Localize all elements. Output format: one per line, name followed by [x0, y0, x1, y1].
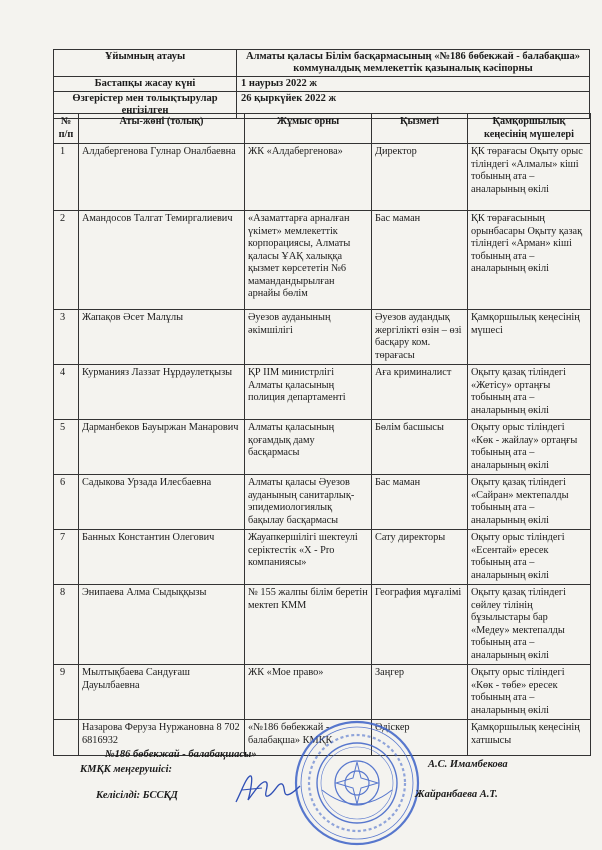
table-row: [54, 144, 591, 211]
table-row: [54, 475, 591, 530]
row-workplace: Жауапкершілігі шектеулі серіктестік «X - Pro компаниясы»: [245, 530, 372, 585]
col-header-role: Қамқоршылық кеңесінің мүшелері: [468, 114, 591, 144]
row-position: Заңгер: [372, 665, 468, 720]
row-workplace: ҚР ІІМ министрлігі Алматы қаласының полиция департаменті: [245, 365, 372, 420]
row-name: Амандосов Талгат Темиргалиевич: [79, 211, 245, 310]
table-row: [54, 665, 591, 720]
row-role: Оқыту орыс тіліндегі «Көк - төбе» ересек тобының ата – аналарының өкілі: [468, 665, 591, 720]
head-name: А.С. Имамбекова: [428, 759, 508, 770]
row-name: Жапақов Әсет Малұлы: [79, 310, 245, 365]
agreed-name: Жайранбаева А.Т.: [415, 789, 498, 800]
created-label: Бастапқы жасау күні: [54, 77, 237, 92]
row-workplace: № 155 жалпы білім беретін мектеп КММ: [245, 585, 372, 665]
row-name: Алдабергенова Гулнар Оналбаевна: [79, 144, 245, 211]
row-role: Оқыту орыс тіліндегі «Есентай» ересек тобының ата – аналарының өкілі: [468, 530, 591, 585]
row-name: Энипаева Алма Сыдыққызы: [79, 585, 245, 665]
row-workplace: «№186 бөбекжай - балабақша» КМҚК: [245, 720, 372, 756]
row-position: Бас маман: [372, 211, 468, 310]
row-num: 1: [54, 144, 79, 211]
row-position: Бөлім басшысы: [372, 420, 468, 475]
table-row: [54, 585, 591, 665]
table-row: [54, 365, 591, 420]
row-name: Садыкова Урзада Илесбаевна: [79, 475, 245, 530]
org-label: Ұйымның атауы: [54, 50, 237, 77]
row-workplace: ЖК «Алдабергенова»: [245, 144, 372, 211]
row-workplace: ЖК «Мое право»: [245, 665, 372, 720]
row-workplace: «Азаматтарға арналған үкімет» мемлекеттік корпорациясы, Алматы қаласы ҰАҚ халыққа қызмет көрсететін №6 мамандандырылған арнайы бөлім: [245, 211, 372, 310]
row-num: 3: [54, 310, 79, 365]
agreed-label: Келісілді: БССҚД: [96, 790, 178, 801]
row-num: 9: [54, 665, 79, 720]
row-name: Дарманбеков Бауыржан Манарович: [79, 420, 245, 475]
org-value: Алматы қаласы Білім басқармасының «№186 бөбекжай - балабақша» коммуналдық мемлекеттік қазыналық кәсіпорны: [237, 50, 590, 77]
row-role: Қамқоршылық кеңесінің мүшесі: [468, 310, 591, 365]
table-row: [54, 211, 591, 310]
row-role: ҚК төрағасы Оқыту орыс тіліндегі «Алмалы» кіші тобының ата – аналарының өкілі: [468, 144, 591, 211]
created-value: 1 наурыз 2022 ж: [237, 77, 590, 92]
changes-value: 26 қыркүйек 2022 ж: [237, 92, 590, 119]
table-row: [54, 530, 591, 585]
changes-label: Өзгерістер мен толықтырулар енгізілген: [54, 92, 237, 119]
row-name: Мылтықбаева Сандуғаш Дауылбаевна: [79, 665, 245, 720]
row-role: Оқыту қазақ тіліндегі «Сайран» мектепалды тобының ата – аналарының өкілі: [468, 475, 591, 530]
row-role: Қамқоршылық кеңесінің хатшысы: [468, 720, 591, 756]
row-position: Аға криминалист: [372, 365, 468, 420]
head-title-line2: КМҚК меңгерушісі:: [80, 764, 173, 775]
row-workplace: Алматы қаласы Әуезов ауданының санитарлық-эпидемиологиялық бақылау басқармасы: [245, 475, 372, 530]
col-header-num: № п/п: [54, 114, 79, 144]
row-role: Оқыту қазақ тіліндегі «Жетісу» ортаңғы тобының ата – аналарының өкілі: [468, 365, 591, 420]
row-name: Банных Константин Олегович: [79, 530, 245, 585]
table-row: [54, 420, 591, 475]
row-workplace: Әуезов ауданының әкімшілігі: [245, 310, 372, 365]
row-position: Бас маман: [372, 475, 468, 530]
row-num: 5: [54, 420, 79, 475]
row-name: Назарова Феруза Нуржановна 8 702 6816932: [79, 720, 245, 756]
col-header-name: Аты-жөні (толық): [79, 114, 245, 144]
row-workplace: Алматы қаласының қоғамдық даму басқармасы: [245, 420, 372, 475]
row-position: Әуезов аудандық жергілікті өзін – өзі басқару ком. төрағасы: [372, 310, 468, 365]
table-row: [54, 310, 591, 365]
row-num: 4: [54, 365, 79, 420]
row-position: Сату директоры: [372, 530, 468, 585]
row-position: География мұғалімі: [372, 585, 468, 665]
row-role: ҚК төрағасының орынбасары Оқыту қазақ тіліндегі «Арман» кіші тобының ата – аналарының өкілі: [468, 211, 591, 310]
col-header-workplace: Жұмыс орны: [245, 114, 372, 144]
row-name: Курманияз Лаззат Нұрдәулетқызы: [79, 365, 245, 420]
row-num: 6: [54, 475, 79, 530]
row-num: 7: [54, 530, 79, 585]
row-num: 8: [54, 585, 79, 665]
row-num: 2: [54, 211, 79, 310]
official-seal-icon: [292, 718, 422, 848]
row-num: [54, 720, 79, 756]
signature-icon: [232, 770, 302, 808]
organization-info-table: [53, 49, 590, 119]
row-position: Директор: [372, 144, 468, 211]
board-members-table: [53, 113, 591, 756]
col-header-position: Қызметі: [372, 114, 468, 144]
row-role: Оқыту орыс тіліндегі «Көк - жайлау» ортаңғы тобының ата – аналарының өкілі: [468, 420, 591, 475]
row-role: Оқыту қазақ тіліндегі сөйлеу тілінің бұзылыстары бар «Медеу» мектепалды тобының ата – аналарының өкілі: [468, 585, 591, 665]
head-title-line1: №186 бөбекжай - балабақшасы»: [105, 749, 257, 760]
row-position: Әдіскер: [372, 720, 468, 756]
